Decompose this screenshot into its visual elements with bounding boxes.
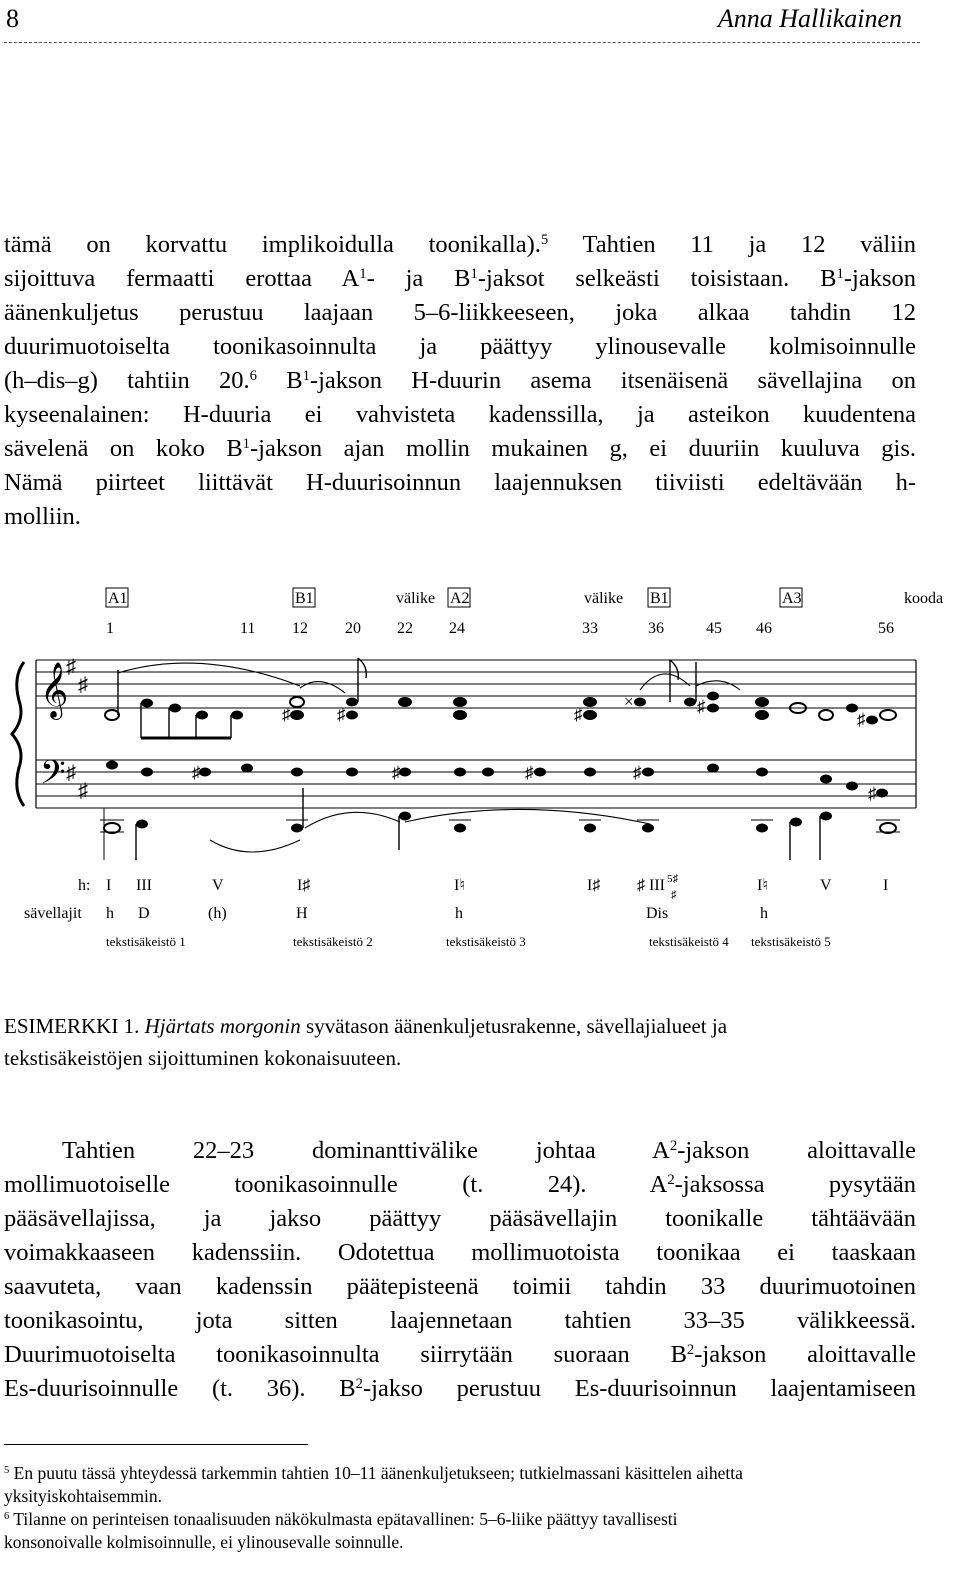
brace — [12, 662, 24, 806]
measure-number: 56 — [878, 620, 894, 637]
bass-slurs — [210, 809, 650, 852]
harmony-row — [78, 873, 888, 901]
harmony-superscript: 5♯ — [667, 873, 678, 885]
measure-number: 1 — [106, 620, 114, 637]
measure-number: 45 — [706, 620, 722, 637]
sharp-icon: ♯ — [192, 763, 201, 782]
work-title: Hjärtats morgonin — [144, 1014, 301, 1038]
footnote: $^6$ Tilanne on perinteisen tonaalisuuden näkökulmasta epätavallinen: 5–6-liike päättyy tavallisesti konsonoivalle kolmisoinnulle, ei ylinousevalle soinnulle. — [4, 1509, 678, 1552]
text-layer-label: tekstisäkeistö 2 — [293, 934, 373, 949]
key-area: h — [455, 905, 463, 922]
text-line: voimakkaaseen kadenssiin. Odotettua mollimuotoista toonikaa ei taaskaan — [4, 1239, 916, 1266]
note-head — [866, 716, 878, 725]
caption-prefix: ESIMERKKI 1. — [4, 1014, 145, 1038]
section-label: B1 — [295, 590, 314, 607]
measure-number: 20 — [345, 620, 361, 637]
text-layer-label: tekstisäkeistö 4 — [649, 934, 729, 949]
harmony-numeral: I — [883, 877, 889, 894]
sharp-icon: ♯ — [78, 674, 88, 696]
note-head — [790, 818, 802, 827]
key-area: h — [106, 905, 114, 922]
text-line: äänenkuljetus perustuu laajaan 5–6-liikkeeseen, joka alkaa tahdin 12 — [4, 299, 916, 326]
footnote-ref[interactable]: 5 — [540, 231, 549, 248]
note-head — [169, 704, 181, 713]
note-head — [141, 699, 153, 708]
note-head — [346, 768, 358, 777]
text-line: (h–dis–g) tahtiin 20.$^6$ $B^1$-jakson H-duurin asema itsenäisenä sävellajina on — [4, 367, 917, 394]
text-layer-row — [106, 934, 831, 949]
key-area: Dis — [646, 905, 669, 922]
music-example-figure — [0, 578, 960, 978]
note-head — [199, 768, 211, 777]
note-head — [241, 764, 253, 773]
bass-notes — [104, 761, 896, 834]
note-head — [634, 698, 646, 707]
sharp-icon: ♯ — [392, 763, 401, 782]
note-head — [880, 710, 896, 720]
measure-number: 24 — [449, 620, 465, 637]
slurs — [118, 663, 740, 693]
note-head — [584, 824, 596, 833]
note-head — [105, 710, 119, 720]
footnote: $^5$ En puutu tässä yhteydessä tarkemmin tahtien 10–11 äänenkuljetukseen; tutkielmassani käsittelen aihetta yksityiskohtaisemmin. — [4, 1463, 743, 1506]
sharp-icon: ♯ — [574, 705, 583, 724]
header-rule — [4, 42, 920, 43]
note-head — [454, 824, 466, 833]
keys-label: sävellajit — [24, 905, 82, 922]
page-header — [0, 0, 960, 50]
note-head — [684, 698, 696, 707]
key-area: h — [760, 905, 768, 922]
note-head — [399, 812, 411, 821]
section-label: kooda — [904, 590, 944, 607]
measure-number: 33 — [582, 620, 598, 637]
footnote-rule — [4, 1444, 308, 1445]
key-area: (h) — [208, 905, 227, 922]
note-head — [876, 789, 888, 798]
measure-number: 36 — [648, 620, 664, 637]
note-head — [820, 812, 832, 821]
text-line: sijoittuva fermaatti erottaa $A^1-$ ja $B^1$-jaksot selkeästi toisistaan. $B^1$-jakson — [4, 265, 916, 292]
sharp-icon: ♯ — [857, 710, 866, 729]
harmony-numeral: ♯ III — [637, 877, 665, 894]
harmony-numeral: I♮ — [757, 877, 769, 894]
text-layer-label: tekstisäkeistö 3 — [446, 934, 526, 949]
measure-number: 22 — [397, 620, 413, 637]
note-head — [584, 768, 596, 777]
text-line: kyseenalainen: H-duuria ei vahvisteta kadenssilla, ja asteikon kuudentena — [4, 401, 916, 428]
sharp-icon: ♯ — [525, 763, 534, 782]
text-line: molliin. — [4, 503, 81, 530]
paragraph-1 — [4, 228, 916, 534]
sharp-icon: ♯ — [697, 697, 706, 716]
note-head — [453, 697, 467, 707]
treble-clef-icon: 𝄞 — [40, 664, 69, 717]
note-head — [583, 710, 597, 720]
measure-numbers — [106, 620, 894, 637]
text-line: pääsävellajissa, ja jakso päättyy pääsävellajin toonikalle tähtäävään — [4, 1205, 916, 1232]
note-head — [756, 768, 768, 777]
harmony-key-label: h: — [78, 877, 91, 894]
note-head — [196, 711, 208, 720]
note-head — [141, 768, 153, 777]
note-head — [346, 698, 358, 707]
measure-number: 12 — [292, 620, 308, 637]
ledger-lines — [100, 820, 900, 832]
note-head — [583, 697, 597, 707]
harmony-numeral: V — [820, 877, 832, 894]
sharp-icon: ♯ — [78, 780, 88, 802]
treble-staff — [36, 660, 916, 708]
note-head — [755, 697, 769, 707]
text-layer-label: tekstisäkeistö 1 — [106, 934, 186, 949]
harmony-numeral: V — [212, 877, 224, 894]
section-label: B1 — [650, 590, 669, 607]
harmony-numeral: I — [106, 877, 112, 894]
note-head — [534, 768, 546, 777]
harmony-numeral: I♮ — [454, 877, 466, 894]
page-number: 8 — [6, 4, 19, 33]
sharp-icon: ♯ — [868, 784, 877, 803]
text-line: Es-duurisoinnulle (t. 36). $B^2$-jakso perustuu Es-duurisoinnun laajentamiseen — [4, 1375, 917, 1402]
text-line: duurimuotoiselta toonikasoinnulta ja päättyy ylinousevalle kolmisoinnulle — [4, 333, 916, 360]
note-head — [398, 697, 412, 707]
sharp-icon: ♯ — [337, 705, 346, 724]
figure-caption: ESIMERKKI 1. Hjärtats morgonin syvätason äänenkuljetusrakenne, sävellajialueet ja tekstisäkeistöjen sijoittuminen kokonaisuuteen. — [4, 1014, 728, 1070]
section-label: välike — [584, 590, 624, 607]
note-head — [755, 710, 769, 720]
footnote-ref[interactable]: 6 — [249, 367, 257, 384]
paragraph-2 — [4, 1134, 916, 1406]
text-line: Duurimuotoiselta toonikasoinnulta siirrytään suoraan $B^2$-jakson aloittavalle — [4, 1341, 916, 1368]
key-area: H — [296, 905, 308, 922]
text-layer-label: tekstisäkeistö 5 — [751, 934, 831, 949]
note-head — [756, 824, 768, 833]
harmony-subscript: ♯ — [671, 889, 677, 901]
note-head — [453, 710, 467, 720]
bass-stems — [136, 788, 820, 860]
note-head — [642, 768, 654, 777]
section-labels — [106, 588, 943, 607]
note-head — [291, 768, 303, 777]
harmony-numeral: III — [136, 877, 152, 894]
treble-accidentals — [282, 692, 866, 729]
section-label: välike — [396, 590, 436, 607]
note-head — [846, 782, 858, 791]
harmony-numeral: I♯ — [587, 877, 601, 894]
section-label: A2 — [450, 590, 470, 607]
text-line: toonikasointu, jota sitten laajennetaan tahtien 33–35 välikkeessä. — [4, 1307, 916, 1334]
text-line: tämä on korvattu implikoidulla toonikalla).$^5$ Tahtien 11 ja 12 väliin — [4, 231, 916, 258]
note-head — [482, 768, 494, 777]
measure-number: 46 — [756, 620, 772, 637]
running-head: Anna Hallikainen — [717, 4, 902, 33]
sharp-icon: ♯ — [66, 656, 76, 678]
bass-clef-icon: 𝄢 — [40, 754, 66, 799]
text-line: Nämä piirteet liittävät H-duurisoinnun laajennuksen tiiviisti edeltävään h- — [4, 469, 916, 496]
note-head — [231, 711, 243, 720]
note-head — [707, 692, 719, 701]
note-head — [399, 768, 411, 777]
note-head — [106, 761, 118, 770]
note-head — [819, 710, 833, 720]
text-line: saavuteta, vaan kadenssin päätepisteenä toimii tahdin 33 duurimuotoinen — [4, 1273, 916, 1300]
key-area: D — [138, 905, 150, 922]
text-line: mollimuotoiselle toonikasoinnulle (t. 24). $A^2$-jaksossa pysytään — [4, 1171, 916, 1198]
measure-number: 11 — [240, 620, 256, 637]
note-head — [290, 710, 304, 720]
note-head — [346, 711, 358, 720]
text-line: sävelenä on koko $B^1$-jakson ajan mollin mukainen g, ei duuriin kuuluva gis. — [4, 435, 916, 462]
sharp-icon: ♯ — [66, 762, 76, 784]
note-head — [454, 768, 466, 777]
text-line: Tahtien 22–23 dominanttivälike johtaa $A^2$-jakson aloittavalle — [62, 1137, 917, 1164]
sharp-icon: ♯ — [282, 705, 291, 724]
note-head — [291, 824, 303, 833]
footnotes — [4, 1462, 916, 1554]
sharp-icon: ♯ — [633, 763, 642, 782]
note-head — [290, 697, 304, 707]
section-label: A1 — [108, 590, 128, 607]
note-head — [707, 704, 719, 713]
note-head — [136, 820, 148, 829]
section-label: A3 — [782, 590, 802, 607]
double-sharp-icon: × — [624, 692, 634, 711]
note-head — [820, 775, 832, 784]
keys-row — [24, 905, 768, 922]
harmony-numeral: I♯ — [297, 877, 311, 894]
note-head — [642, 824, 654, 833]
note-head — [707, 764, 719, 773]
bass-staff — [36, 760, 916, 808]
